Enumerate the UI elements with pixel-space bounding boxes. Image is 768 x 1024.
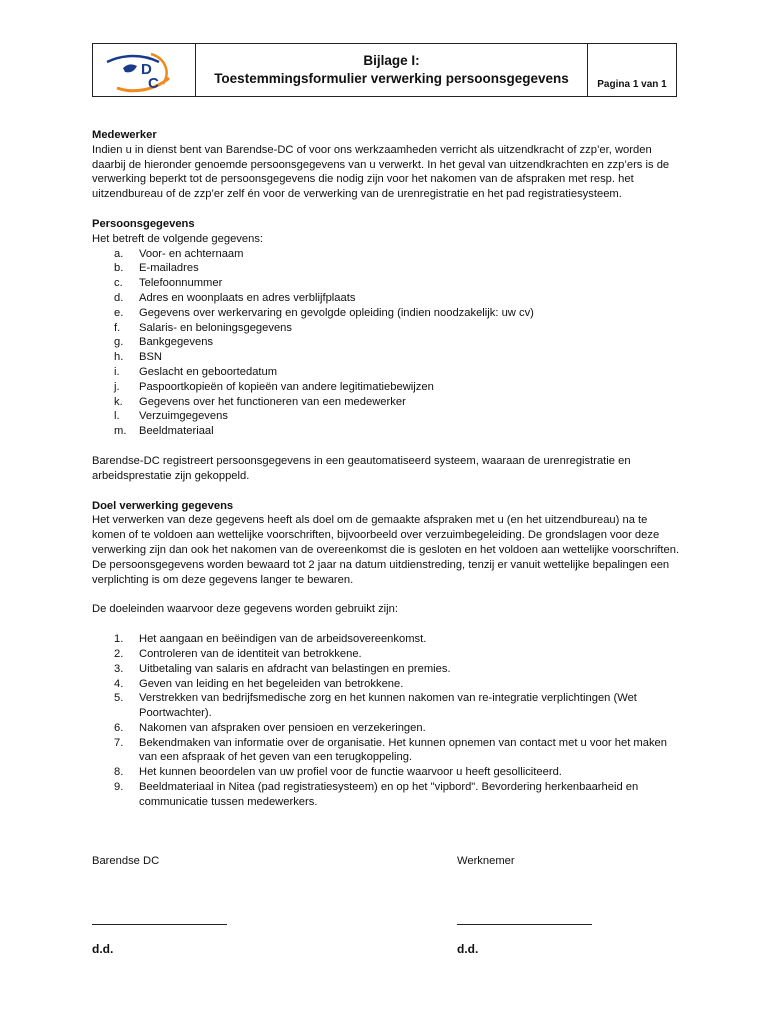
list-item-text: Bankgegevens <box>139 336 214 349</box>
list-marker: e. <box>114 306 124 319</box>
list-marker: a. <box>114 247 124 260</box>
list-item-text: Het kunnen beoordelen van uw profiel voor de functie waarvoor u heeft gesolliciteerd. <box>139 766 562 779</box>
list-marker: 2. <box>114 647 124 660</box>
persoonsgegevens-heading: Persoonsgegevens <box>92 217 195 230</box>
dc-logo-icon <box>93 44 195 96</box>
list-item <box>92 736 682 766</box>
list-marker: j. <box>114 380 120 393</box>
list-marker: g. <box>114 336 124 349</box>
list-item <box>92 780 682 810</box>
document-title <box>196 44 588 96</box>
signature-left-label: Barendse DC <box>92 855 160 867</box>
list-item <box>92 247 682 262</box>
page-number: Pagina 1 van 1 <box>597 79 667 90</box>
date-right-label: d.d. <box>457 942 479 956</box>
doel-heading: Doel verwerking gegevens <box>92 499 234 512</box>
logo-d-letter: D <box>141 61 152 78</box>
title-line-1: Bijlage I: <box>363 53 420 68</box>
purposes-list <box>92 632 682 810</box>
list-item <box>92 380 682 395</box>
list-item-text: Gegevens over werkervaring en gevolgde opleiding (indien noodzakelijk: uw cv) <box>139 306 534 319</box>
list-marker: 9. <box>114 781 124 794</box>
list-item <box>92 365 682 380</box>
list-item <box>92 677 682 692</box>
medewerker-heading: Medewerker <box>92 129 157 141</box>
list-item <box>92 321 682 336</box>
doel-paragraph: Het verwerken van deze gegevens heeft als doel om de gemaakte afspraken met u (en het uitzendbureau) na te komen of te voldoen aan wettelijke voorschriften, bijvoorbeeld over verzuimbegeleiding. De grondslagen voor deze verwerking zijn dan ook het nakomen van de overeenkomst die is gesloten en het voldoen aan wettelijke voorschriften. De persoonsgegevens worden bewaard tot 2 jaar na datum uitdienstreding, tenzij er vanuit wettelijke bepalingen een verplichting is om deze gegevens langer te bewaren. <box>92 514 680 586</box>
list-item-text: Salaris- en beloningsgegevens <box>139 321 292 334</box>
list-item-text: Verstrekken van bedrijfsmedische zorg en het kunnen nakomen van re-integratie verplichtingen (Wet Poortwachter). <box>139 692 637 720</box>
header-table <box>92 43 677 97</box>
list-item <box>92 276 682 291</box>
list-item-text: Verzuimgegevens <box>139 410 228 423</box>
list-item <box>92 291 682 306</box>
signature-left-line <box>92 924 227 925</box>
list-item <box>92 409 682 424</box>
date-left-label: d.d. <box>92 942 114 956</box>
list-marker: b. <box>114 262 124 275</box>
list-item-text: Voor- en achternaam <box>139 247 244 260</box>
list-item <box>92 721 682 736</box>
list-marker: h. <box>114 351 124 364</box>
list-item <box>92 335 682 350</box>
list-item-text: Het aangaan en beëindigen van de arbeidsovereenkomst. <box>139 633 427 646</box>
medewerker-paragraph: Indien u in dienst bent van Barendse-DC of voor ons werkzaamheden verricht als uitzendkracht of zzp’er, worden daarbij de hieronder genoemde persoonsgegevens van u verwerkt. In het geval van uitzendkrachten en zzp’ers is de verwerking beperkt tot de persoonsgegevens die nodig zijn voor het nakomen van de afspraken met resp. het uitzendbureau of de zzp’er zelf én voor de verwerking van de urenregistratie en het pad registratiesysteem. <box>92 143 670 201</box>
list-marker: 6. <box>114 721 124 734</box>
list-item <box>92 261 682 276</box>
persoonsgegevens-intro: Het betreft de volgende gegevens: <box>92 232 264 245</box>
list-item-text: Uitbetaling van salaris en afdracht van belastingen en premies. <box>139 662 451 675</box>
list-marker: f. <box>114 321 121 334</box>
list-item <box>92 632 682 647</box>
list-item <box>92 306 682 321</box>
data-items-list <box>92 247 682 439</box>
list-item-text: Adres en woonplaats en adres verblijfplaats <box>139 291 356 304</box>
list-item-text: Paspoortkopieën of kopieën van andere legitimatiebewijzen <box>139 380 434 393</box>
doeleinden-intro: De doeleinden waarvoor deze gegevens worden gebruikt zijn: <box>92 603 398 616</box>
list-item <box>92 691 682 721</box>
list-marker: 5. <box>114 692 124 705</box>
list-item-text: Gegevens over het functioneren van een medewerker <box>139 395 406 408</box>
logo-c-letter: C <box>148 75 159 92</box>
list-item <box>92 765 682 780</box>
list-marker: c. <box>114 277 123 290</box>
list-item-text: Beeldmateriaal <box>139 425 214 438</box>
list-item <box>92 350 682 365</box>
list-marker: 1. <box>114 633 124 646</box>
list-item <box>92 395 682 410</box>
list-marker: 7. <box>114 736 124 749</box>
list-item-text: Telefoonnummer <box>139 277 223 290</box>
list-item-text: Controleren van de identiteit van betrokkene. <box>139 647 362 660</box>
list-marker: 8. <box>114 766 124 779</box>
company-logo <box>93 44 196 96</box>
list-item <box>92 662 682 677</box>
list-marker: 4. <box>114 677 124 690</box>
list-item-text: Beeldmateriaal in Nitea (pad registratiesysteem) en op het "vipbord". Bevordering herkenbaarheid en communicatie tussen medewerkers. <box>139 781 639 808</box>
list-marker: k. <box>114 395 123 408</box>
list-item <box>92 424 682 439</box>
list-item-text: Geslacht en geboortedatum <box>139 365 278 378</box>
list-item-text: BSN <box>139 351 163 364</box>
list-marker: i. <box>114 365 120 378</box>
document-body <box>92 128 682 810</box>
list-item <box>92 647 682 662</box>
list-marker: l. <box>114 410 120 423</box>
title-line-2: Toestemmingsformulier verwerking persoonsgegevens <box>214 71 569 86</box>
list-marker: m. <box>114 425 127 438</box>
list-marker: 3. <box>114 662 124 675</box>
signature-right-label: Werknemer <box>457 855 515 867</box>
signature-right-line <box>457 924 592 925</box>
list-item-text: Nakomen van afspraken over pensioen en verzekeringen. <box>139 721 426 734</box>
system-paragraph: Barendse-DC registreert persoonsgegevens in een geautomatiseerd systeem, waaraan de urenregistratie en arbeidsprestatie zijn gekoppeld. <box>92 454 631 482</box>
list-item-text: Bekendmaken van informatie over de organisatie. Het kunnen opnemen van contact met u voor het maken van een afspraak of het geven van een terugkoppeling. <box>139 736 667 764</box>
list-item-text: E-mailadres <box>139 262 199 275</box>
list-marker: d. <box>114 291 124 304</box>
list-item-text: Geven van leiding en het begeleiden van betrokkene. <box>139 677 404 690</box>
